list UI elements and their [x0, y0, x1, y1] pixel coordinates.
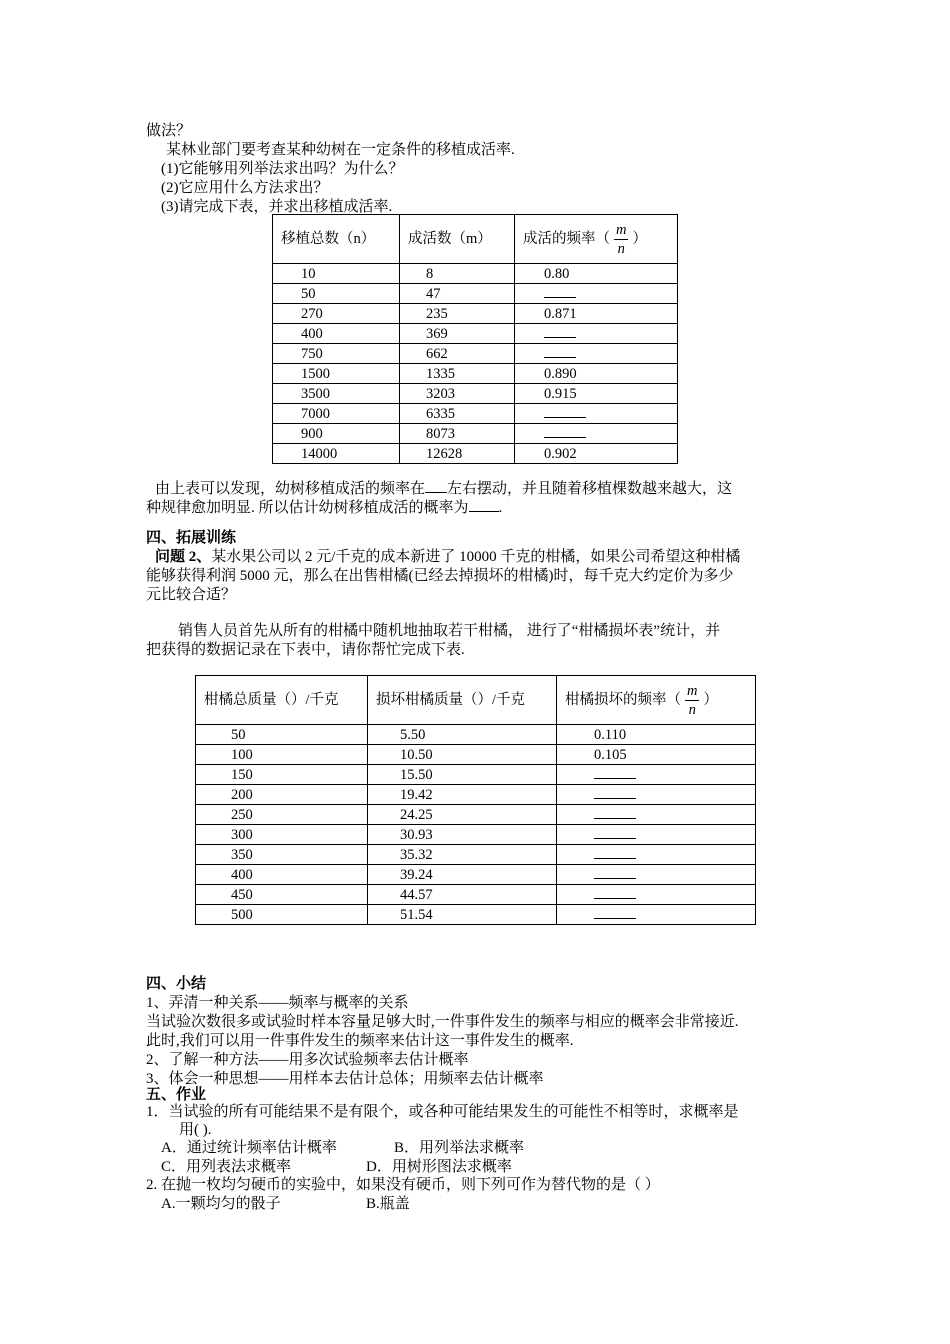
- table-cell: 5.50: [368, 725, 557, 745]
- table-row: [196, 845, 756, 865]
- table-row: [273, 364, 678, 384]
- option-b: B．用列举法求概率: [394, 1140, 525, 1156]
- homework-question: 2. 在抛一枚均匀硬币的实验中，如果没有硬币，则下列可作为替代物的是（ ）: [146, 1177, 660, 1193]
- table-cell: 250: [196, 805, 368, 825]
- table-cell: 0.890: [515, 364, 678, 384]
- table-cell: 0.105: [557, 745, 756, 765]
- section-title: 五、作业: [146, 1087, 207, 1103]
- table-cell: 1335: [400, 364, 515, 384]
- orange-damage-table: [195, 675, 756, 925]
- table-cell: 35.32: [368, 845, 557, 865]
- table-cell: 500: [196, 905, 368, 925]
- option-a: A.一颗均匀的骰子: [161, 1196, 281, 1212]
- table-row: [196, 765, 756, 785]
- table-row: [196, 805, 756, 825]
- table-row: [273, 404, 678, 424]
- table-row: [196, 865, 756, 885]
- fraction-numerator: m: [687, 682, 698, 699]
- header-text: ）: [703, 691, 718, 708]
- option-d: D．用树形图法求概率: [366, 1159, 512, 1175]
- table-cell: 12628: [400, 444, 515, 464]
- table-cell: 0.871: [515, 304, 678, 324]
- fill-blank[interactable]: [544, 344, 576, 358]
- table-cell: 3500: [273, 384, 400, 404]
- summary-line: 此时,我们可以用一件事件发生的频率来估计这一事件发生的概率.: [146, 1033, 574, 1049]
- summary-line: 3、体会一种思想——用样本去估计总体；用频率去估计概率: [146, 1071, 544, 1087]
- problem-line: 元比较合适？: [146, 587, 237, 603]
- table-cell: 200: [196, 785, 368, 805]
- fraction: [685, 682, 699, 719]
- table-cell: 7000: [273, 404, 400, 424]
- option-c: C．用列表法求概率: [161, 1159, 292, 1175]
- header-text: 成活的频率（: [523, 230, 610, 247]
- table-cell: 10: [273, 264, 400, 284]
- table-cell: 19.42: [368, 785, 557, 805]
- table-row: [196, 785, 756, 805]
- problem-line: [155, 548, 740, 568]
- transplant-table: [272, 214, 678, 464]
- option-b: B.瓶盖: [366, 1196, 410, 1212]
- fill-blank[interactable]: [594, 825, 636, 839]
- table-row: [273, 284, 678, 304]
- table-cell: 15.50: [368, 765, 557, 785]
- conclusion-text: 种规律愈加明显. 所以估计幼树移植成活的概率为: [146, 500, 469, 516]
- table-cell: 47: [400, 284, 515, 304]
- table-cell: 662: [400, 344, 515, 364]
- problem-line: 能够获得利润 5000 元，那么在出售柑橘(已经去掉损坏的柑橘)时，每千克大约定价为多少: [146, 568, 734, 584]
- table-header: 移植总数（n）: [273, 215, 400, 264]
- table-row: [273, 264, 678, 284]
- fill-blank[interactable]: [544, 404, 586, 418]
- table-row: [196, 725, 756, 745]
- table-cell: 400: [196, 865, 368, 885]
- fill-blank[interactable]: [594, 765, 636, 779]
- table-cell: 900: [273, 424, 400, 444]
- table-cell: 0.915: [515, 384, 678, 404]
- table-row: [196, 905, 756, 925]
- table-header: 成活数（m）: [400, 215, 515, 264]
- header-text: ）: [632, 230, 647, 247]
- table-cell: 8: [400, 264, 515, 284]
- problem-line: 把获得的数据记录在下表中，请你帮忙完成下表.: [146, 642, 465, 658]
- section-title: 四、小结: [146, 976, 207, 992]
- table-cell: [515, 424, 678, 444]
- fill-blank[interactable]: [594, 865, 636, 879]
- table-row: [196, 745, 756, 765]
- table-cell: 100: [196, 745, 368, 765]
- fraction-denominator: n: [688, 701, 696, 718]
- problem-label: 问题 2、: [155, 549, 212, 565]
- fill-blank[interactable]: [544, 324, 576, 338]
- table-row: [196, 825, 756, 845]
- table-row: [196, 885, 756, 905]
- fill-blank[interactable]: [594, 905, 636, 919]
- fraction-denominator: n: [617, 240, 625, 257]
- table-cell: 3203: [400, 384, 515, 404]
- summary-line: 2、了解一种方法——用多次试验频率去估计概率: [146, 1052, 469, 1068]
- question-1: (1)它能够用列举法求出吗？为什么？: [161, 161, 404, 177]
- table-cell: [557, 865, 756, 885]
- table-cell: 44.57: [368, 885, 557, 905]
- conclusion-text: 左右摆动，并且随着移植棵数越来越大，这: [447, 481, 733, 497]
- fill-blank[interactable]: [594, 805, 636, 819]
- table-cell: [515, 344, 678, 364]
- table-row: [273, 324, 678, 344]
- fill-blank[interactable]: [594, 845, 636, 859]
- table-cell: 8073: [400, 424, 515, 444]
- table-cell: 30.93: [368, 825, 557, 845]
- fill-blank[interactable]: [425, 478, 447, 493]
- table-cell: 50: [273, 284, 400, 304]
- table-row: [273, 444, 678, 464]
- table-cell: 300: [196, 825, 368, 845]
- conclusion-text: 由上表可以发现，幼树移植成活的频率在: [155, 481, 426, 497]
- table-cell: [515, 404, 678, 424]
- conclusion-text: .: [498, 500, 503, 516]
- table-cell: 24.25: [368, 805, 557, 825]
- intro-line: 某林业部门要考查某种幼树在一定条件的移植成活率.: [166, 142, 515, 158]
- question-2: (2)它应用什么方法求出？: [161, 180, 329, 196]
- homework-question: 用( ).: [179, 1122, 212, 1138]
- section-title: 四、拓展训练: [146, 530, 237, 546]
- fraction-numerator: m: [616, 221, 627, 238]
- table-row: [273, 304, 678, 324]
- table-cell: [557, 765, 756, 785]
- table-cell: [557, 885, 756, 905]
- table-cell: 51.54: [368, 905, 557, 925]
- table-cell: 0.110: [557, 725, 756, 745]
- table-cell: 10.50: [368, 745, 557, 765]
- homework-question: 1．当试验的所有可能结果不是有限个，或各种可能结果发生的可能性不相等时，求概率是: [146, 1104, 739, 1120]
- problem-text: 某水果公司以 2 元/千克的成本新进了 10000 千克的柑橘，如果公司希望这种柑橘: [211, 549, 741, 565]
- table-header: [557, 676, 756, 725]
- table-row: [273, 424, 678, 444]
- table-row: [273, 344, 678, 364]
- table-cell: 235: [400, 304, 515, 324]
- table-cell: 270: [273, 304, 400, 324]
- table-cell: [515, 284, 678, 304]
- fill-blank[interactable]: [544, 284, 576, 298]
- table-cell: [515, 324, 678, 344]
- table-cell: 1500: [273, 364, 400, 384]
- fill-blank[interactable]: [594, 885, 636, 899]
- fill-blank[interactable]: [594, 785, 636, 799]
- table-cell: [557, 825, 756, 845]
- table-cell: 6335: [400, 404, 515, 424]
- conclusion-line: [146, 497, 502, 519]
- table-cell: 350: [196, 845, 368, 865]
- table-cell: 400: [273, 324, 400, 344]
- table-cell: 450: [196, 885, 368, 905]
- table-cell: [557, 785, 756, 805]
- fill-blank[interactable]: [469, 497, 499, 512]
- table-cell: 150: [196, 765, 368, 785]
- table-cell: [557, 845, 756, 865]
- table-cell: 750: [273, 344, 400, 364]
- intro-line: 做法？: [146, 123, 192, 139]
- option-a: A．通过统计频率估计概率: [161, 1140, 337, 1156]
- table-cell: 369: [400, 324, 515, 344]
- question-3: (3)请完成下表，并求出移植成活率.: [161, 199, 393, 215]
- table-cell: [557, 805, 756, 825]
- table-header: 损坏柑橘质量（）/千克: [368, 676, 557, 725]
- table-cell: 0.902: [515, 444, 678, 464]
- header-text: 柑橘损坏的频率（: [565, 691, 681, 708]
- fraction: [614, 221, 628, 258]
- fill-blank[interactable]: [544, 424, 586, 438]
- table-row: [273, 384, 678, 404]
- summary-line: 当试验次数很多或试验时样本容量足够大时,一件事件发生的频率与相应的概率会非常接近.: [146, 1014, 739, 1030]
- table-header: [515, 215, 678, 264]
- problem-line: 销售人员首先从所有的柑橘中随机地抽取若干柑橘， 进行了“柑橘损坏表”统计，并: [178, 623, 721, 639]
- table-header: 柑橘总质量（）/千克: [196, 676, 368, 725]
- table-cell: 14000: [273, 444, 400, 464]
- table-cell: 39.24: [368, 865, 557, 885]
- table-cell: 0.80: [515, 264, 678, 284]
- table-cell: [557, 905, 756, 925]
- table-cell: 50: [196, 725, 368, 745]
- summary-line: 1、弄清一种关系——频率与概率的关系: [146, 995, 409, 1011]
